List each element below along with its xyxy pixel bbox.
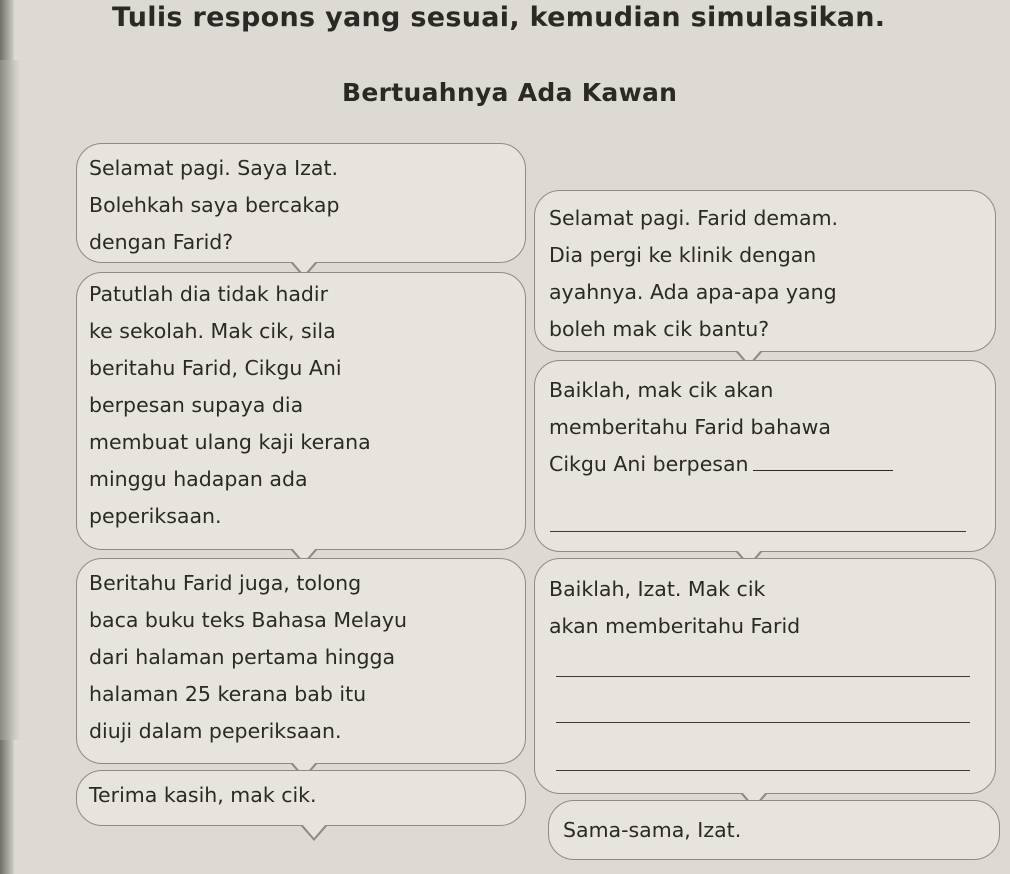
bubble-line: akan memberitahu Farid <box>549 614 801 638</box>
bubble-line: Dia pergi ke klinik dengan <box>549 243 817 267</box>
answer-blank-line[interactable] <box>556 722 970 723</box>
bubble-line: Baiklah, mak cik akan <box>549 378 774 402</box>
bubble-line: Beritahu Farid juga, tolong <box>89 571 362 595</box>
bubble-line: minggu hadapan ada <box>89 467 308 491</box>
answer-blank-line[interactable] <box>556 676 970 677</box>
dialogue-title: Bertuahnya Ada Kawan <box>342 78 678 107</box>
bubble-line: baca buku teks Bahasa Melayu <box>89 608 408 632</box>
bubble-line: boleh mak cik bantu? <box>549 317 770 341</box>
bubble-line: Sama-sama, Izat. <box>563 818 742 842</box>
instruction-text: Tulis respons yang sesuai, kemudian simulasikan. <box>112 2 886 33</box>
speech-bubble-makcik-2 <box>534 360 996 552</box>
answer-blank[interactable] <box>753 470 893 471</box>
bubble-line: diuji dalam peperiksaan. <box>89 719 342 743</box>
bubble-line: memberitahu Farid bahawa <box>549 415 831 439</box>
speech-bubble-izat-2 <box>76 272 526 550</box>
answer-blank-line[interactable] <box>556 770 970 771</box>
bubble-line: beritahu Farid, Cikgu Ani <box>89 356 342 380</box>
speech-bubble-izat-1 <box>76 143 526 263</box>
bubble-line: Baiklah, Izat. Mak cik <box>549 577 766 601</box>
answer-blank-line[interactable] <box>550 531 966 532</box>
bubble-line: dengan Farid? <box>89 230 234 254</box>
bubble-line: Selamat pagi. Saya Izat. <box>89 156 338 180</box>
bubble-line <box>549 446 995 483</box>
bubble-tail <box>300 825 328 841</box>
bubble-line: ayahnya. Ada apa-apa yang <box>549 280 837 304</box>
bubble-line: membuat ulang kaji kerana <box>89 430 371 454</box>
speech-bubble-izat-3 <box>76 558 526 764</box>
bubble-line: ke sekolah. Mak cik, sila <box>89 319 336 343</box>
bubble-text: Cikgu Ani berpesan <box>549 452 749 476</box>
speech-bubble-izat-4 <box>76 770 526 826</box>
bubble-line: berpesan supaya dia <box>89 393 304 417</box>
speech-bubble-makcik-1 <box>534 190 996 352</box>
page-fold <box>0 60 20 740</box>
bubble-line: peperiksaan. <box>89 504 222 528</box>
bubble-line: halaman 25 kerana bab itu <box>89 682 367 706</box>
bubble-line: Selamat pagi. Farid demam. <box>549 206 839 230</box>
bubble-line: Patutlah dia tidak hadir <box>89 282 329 306</box>
speech-bubble-makcik-4 <box>548 800 1000 860</box>
bubble-line: dari halaman pertama hingga <box>89 645 396 669</box>
bubble-line: Bolehkah saya bercakap <box>89 193 340 217</box>
bubble-line: Terima kasih, mak cik. <box>89 783 317 807</box>
